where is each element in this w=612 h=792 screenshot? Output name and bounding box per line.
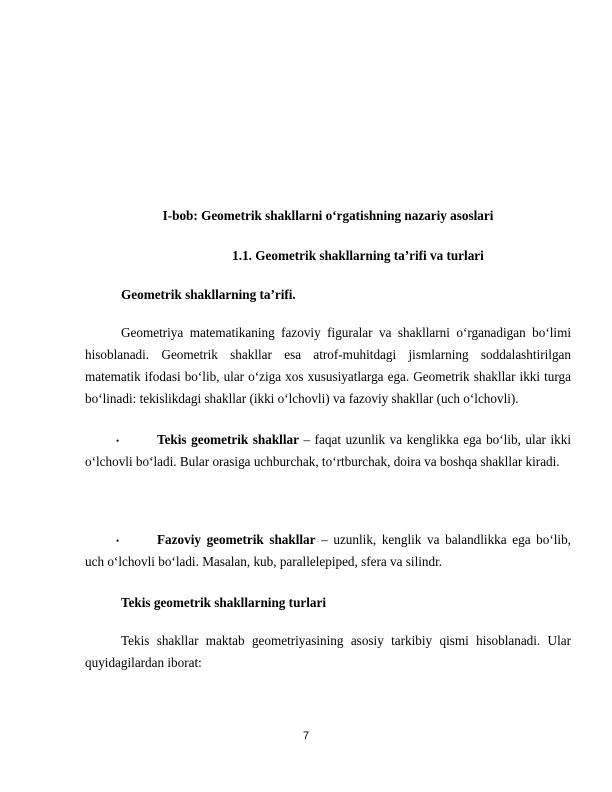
chapter-title: I-bob: Geometrik shakllarni o‘rgatishning nazariy asoslari <box>162 208 494 223</box>
section-title: 1.1. Geometrik shakllarning ta’rifi va turlari <box>232 248 484 263</box>
bullet-term: Tekis geometrik shakllar <box>157 432 299 447</box>
bullet-icon: • <box>116 436 120 446</box>
bullet-item-plane-shapes <box>85 429 571 473</box>
paragraph-plane-types: Tekis shakllar maktab geometriyasining asosiy tarkibiy qismi hisoblanadi. Ular quyidagilardan iborat: <box>85 633 571 670</box>
bullet-term: Fazoviy geometrik shakllar <box>157 532 316 547</box>
subheading-definition: Geometrik shakllarning ta’rifi. <box>121 287 296 302</box>
bullet-text: – faqat uzunlik va kenglikka ega bo‘lib, ular ikki o‘lchovli bo‘ladi. Bular orasiga uchburchak, to‘rtburchak, doira va boshqa shakllar kiradi. <box>85 432 571 469</box>
subheading-plane-types: Tekis geometrik shakllarning turlari <box>121 595 327 610</box>
page-number: 7 <box>302 730 310 742</box>
bullet-item-solid-shapes <box>85 529 571 573</box>
bullet-icon: • <box>116 536 120 546</box>
bullet-text: – uzunlik, kenglik va balandlikka ega bo‘lib, uch o‘lchovli bo‘ladi. Masalan, kub, parallelepiped, sfera va silindr. <box>85 532 571 569</box>
paragraph-definition: Geometriya matematikaning fazoviy figuralar va shakllarni o‘rganadigan bo‘limi hisoblanadi. Geometrik shakllar esa atrof-muhitdagi jismlarning soddalashtirilgan matematik ifodasi bo‘lib, ular o‘ziga xos xususiyatlarga ega. Geometrik shakllar ikki turga bo‘linadi: tekislikdagi shakllar (ikki o‘lchovli) va fazoviy shakllar (uch o‘lchovli). <box>85 325 571 406</box>
